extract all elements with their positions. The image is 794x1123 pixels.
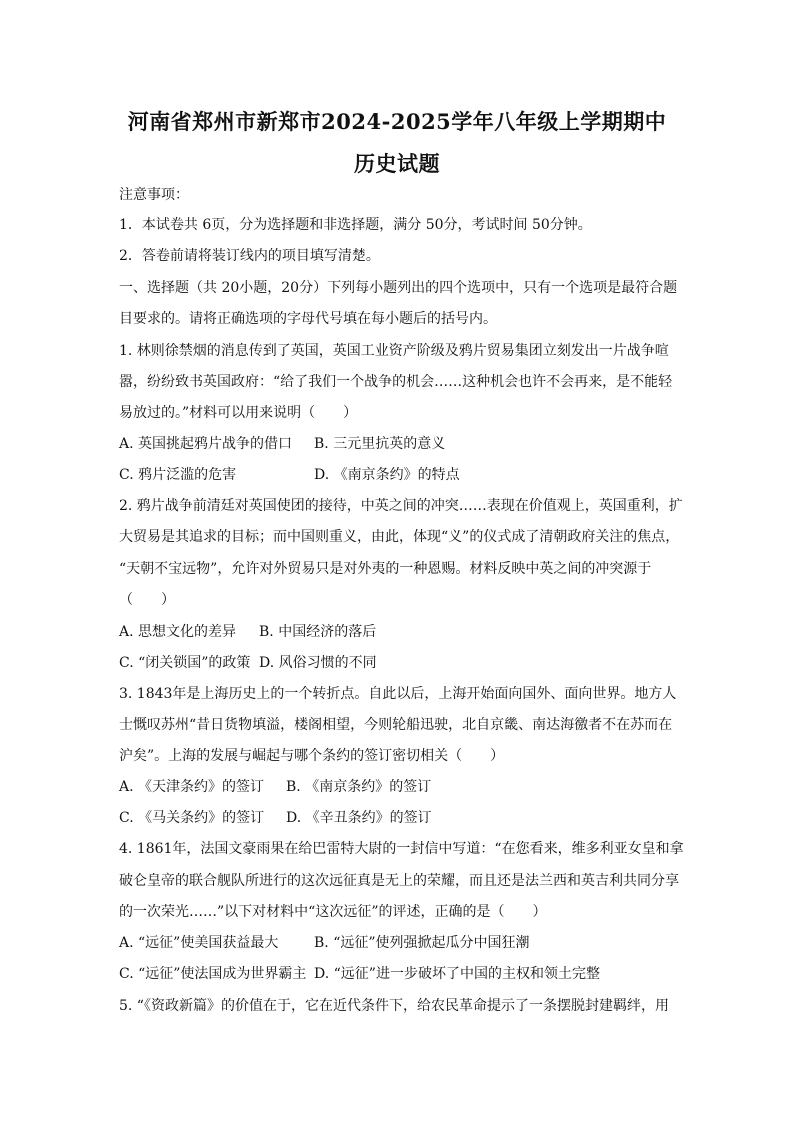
question-3-text: 3. 1843年是上海历史上的一个转折点。自此以后，上海开始面向国外、面向世界。地方人 [119,686,677,702]
exam-title: 河南省郑州市新郑市2024-2025学年八年级上学期期中 [127,109,667,134]
question-2-text: 大贸易是其追求的目标；而中国则重义，由此，体现“义”的仪式成了清朝政府关注的焦点， [119,529,680,545]
notes-heading: 注意事项： [119,187,189,203]
exam-subtitle: 历史试题 [354,151,440,176]
section-instruction: 一、选择题（共 20小题，20分）下列每小题列出的四个选项中，只有一个选项是最符合题 [119,280,678,296]
question-5-text: 5. “《资政新篇》的价值在于，它在近代条件下，给农民革命提示了一条摆脱封建羁绊，用 [119,998,669,1014]
option-c: C. 鸦片泛滥的危害 [119,467,237,483]
option-a: A. 思想文化的差异 [119,624,237,640]
question-1-text: 嚣，纷纷致书英国政府：“给了我们一个战争的机会……这种机会也许不会再来，是不能轻 [119,374,673,390]
question-1-options-row [119,435,689,453]
option-c: C. “远征”使法国成为世界霸主 [119,966,307,982]
option-b: B. 三元里抗英的意义 [314,436,446,452]
option-c: C. 《马关条约》的签订 [119,810,265,826]
notes-item-1: 1．本试卷共 6页，分为选择题和非选择题，满分 50分，考试时间 50分钟。 [119,217,592,233]
option-d: D. 《辛丑条约》的签订 [286,810,432,826]
question-4-options-row [119,965,689,983]
question-3-options-row [119,778,689,796]
question-2-text: （ ） [119,592,175,608]
option-c: C. “闭关锁国”的政策 [119,655,251,671]
question-3-options-row [119,809,689,827]
question-3-text: 士慨叹苏州“昔日货物填溢，楼阁相望，今则轮船迅驶，北自京畿、南达海徼者不在苏而在 [119,717,673,733]
option-a: A. “远征”使美国获益最大 [119,935,279,951]
question-2-options-row [119,654,689,672]
notes-item-2: 2．答卷前请将装订线内的项目填写清楚。 [119,248,380,264]
section-instruction: 目要求的。请将正确选项的字母代号填在每小题后的括号内。 [119,311,497,327]
option-d: D. 风俗习惯的不同 [259,655,377,671]
option-a: A. 《天津条约》的签订 [119,779,265,795]
question-1-options-row [119,466,689,484]
question-1-text: 1. 林则徐禁烟的消息传到了英国，英国工业资产阶级及鸦片贸易集团立刻发出一片战争喧 [119,343,669,359]
option-b: B. “远征”使列强掀起瓜分中国狂潮 [314,935,530,951]
option-b: B. 《南京条约》的签订 [286,779,432,795]
question-1-text: 易放过的。”材料可以用来说明（ ） [119,405,358,421]
question-4-options-row [119,934,689,952]
question-4-text: 的一次荣光……”以下对材料中“这次远征”的评述，正确的是（ ） [119,904,547,920]
option-b: B. 中国经济的落后 [259,624,377,640]
option-a: A. 英国挑起鸦片战争的借口 [119,436,293,452]
question-2-options-row [119,623,689,641]
question-4-text: 4. 1861年，法国文豪雨果在给巴雷特大尉的一封信中写道：“在您看来，维多利亚女皇和拿 [119,841,684,857]
question-2-text: 2. 鸦片战争前清廷对英国使团的接待，中英之间的冲突……表现在价值观上，英国重利，扩 [119,498,683,514]
option-d: D. 《南京条约》的特点 [314,467,460,483]
question-2-text: “天朝不宝远物”，允许对外贸易只是对外夷的一种恩赐。材料反映中英之间的冲突源于 [119,561,652,577]
option-d: D. “远征”进一步破坏了中国的主权和领土完整 [314,966,600,982]
question-4-text: 破仑皇帝的联合舰队所进行的这次远征真是无上的荣耀，而且还是法兰西和英吉利共同分享 [119,873,679,889]
question-3-text: 沪矣”。上海的发展与崛起与哪个条约的签订密切相关（ ） [119,748,505,764]
